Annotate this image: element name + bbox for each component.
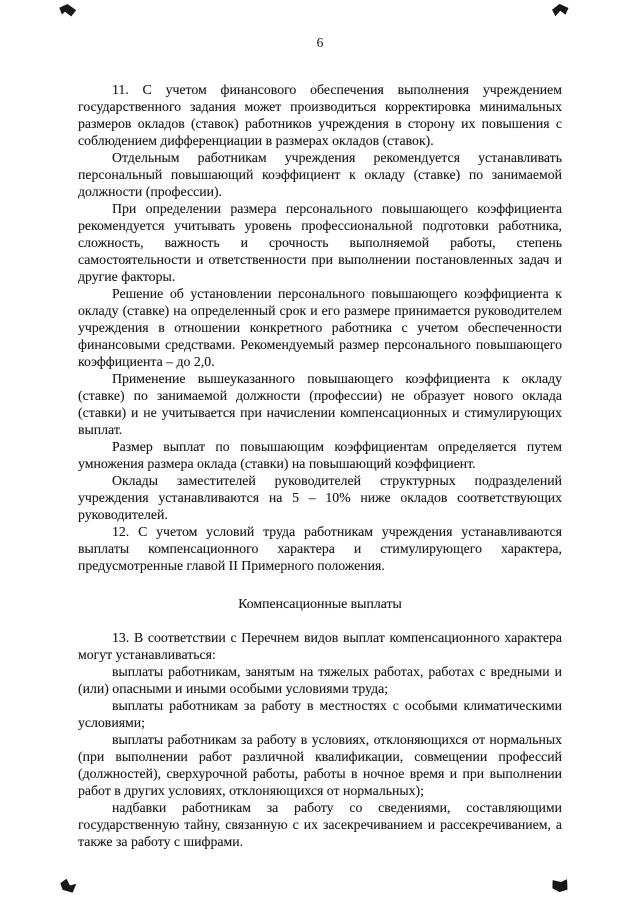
section-heading-compensation: Компенсационные выплаты xyxy=(238,596,402,611)
page-number: 6 xyxy=(316,35,324,50)
paragraph-coefficient-application: Применение вышеуказанного повышающего коэффициента к окладу (ставке) по занимаемой должности (профессии) не образует нового оклада (ставки) и не учитывается при начислении компенсационных и стимулирующих выплат. xyxy=(78,371,562,437)
scan-corner-mark-bottom-left xyxy=(59,878,77,893)
paragraph-coefficient-decision: Решение об установлении персонального повышающего коэффициента к окладу (ставке) на определенный срок и его размере принимается руководителем учреждения в отношении конкретного работника с учетом обеспеченности финансовыми средствами. Рекомендуемый размер персонального повышающего коэффициента – до 2,0. xyxy=(78,286,562,369)
paragraph-hazardous-work: выплаты работникам, занятым на тяжелых работах, работах с вредными и (или) опасными и иными особыми условиями труда; xyxy=(78,664,562,696)
paragraph-deputy-salaries: Оклады заместителей руководителей структурных подразделений учреждения устанавливаются на 5 – 10% ниже окладов соответствующих руководителей. xyxy=(78,473,562,522)
paragraph-state-secrets: надбавки работникам за работу со сведениями, составляющими государственную тайну, связанную с их засекречиванием и рассекречиванием, а также за работу с шифрами. xyxy=(78,800,562,849)
paragraph-13: 13. В соответствии с Перечнем видов выплат компенсационного характера могут устанавливаться: xyxy=(78,630,562,662)
scan-corner-mark-top-left xyxy=(59,2,77,18)
scan-corner-mark-top-right xyxy=(551,3,569,19)
paragraph-abnormal-conditions: выплаты работникам за работу в условиях, отклоняющихся от нормальных (при выполнении работ различной квалификации, совмещении профессий (должностей), сверхурочной работы, работы в ночное время и при выполнении работ в других условиях, отклоняющихся от нормальных); xyxy=(78,732,562,798)
scan-corner-mark-bottom-right xyxy=(551,878,569,893)
paragraph-11: 11. С учетом финансового обеспечения выполнения учреждением государственного задания может производиться корректировка минимальных размеров окладов (ставок) работников учреждения в сторону их повышения с соблюдением дифференциации в размерах окладов (ставок). xyxy=(78,82,562,148)
paragraph-payment-size: Размер выплат по повышающим коэффициентам определяется путем умножения размера оклада (ставки) на повышающий коэффициент. xyxy=(78,439,562,471)
document-body xyxy=(78,81,562,850)
paragraph-12: 12. С учетом условий труда работникам учреждения устанавливаются выплаты компенсационного характера и стимулирующего характера, предусмотренные главой II Примерного положения. xyxy=(78,524,562,573)
paragraph-personal-coefficient: Отдельным работникам учреждения рекомендуется устанавливать персональный повышающий коэффициент к окладу (ставке) по занимаемой должности (профессии). xyxy=(78,150,562,199)
paragraph-climate-conditions: выплаты работникам за работу в местностях с особыми климатическими условиями; xyxy=(78,698,562,730)
paragraph-coefficient-size-criteria: При определении размера персонального повышающего коэффициента рекомендуется учитывать уровень профессиональной подготовки работника, сложность, важность и срочность выполняемой работы, степень самостоятельности и ответственности при выполнении постановленных задач и другие факторы. xyxy=(78,201,562,284)
